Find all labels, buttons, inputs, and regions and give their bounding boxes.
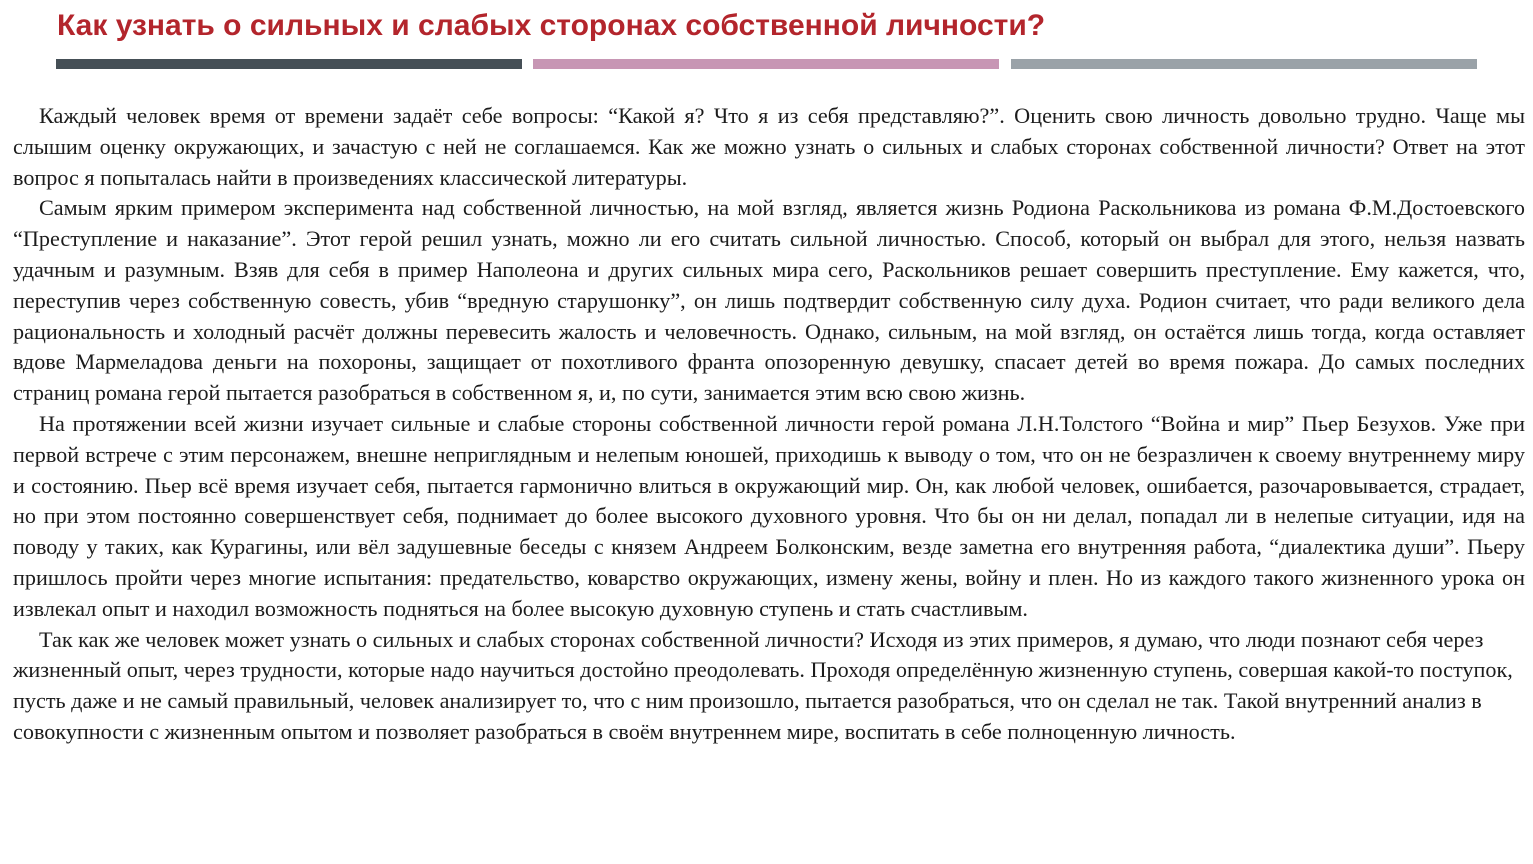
paragraph-intro: Каждый человек время от времени задаёт себе вопросы: “Какой я? Что я из себя представляю?”. Оценить свою личность довольно трудно. Чаще мы слышим оценку окружающих, и зачастую с ней не соглашаемся. Как же можно узнать о сильных и слабых сторонах собственной личности? Ответ на этот вопрос я попыталась найти в произведениях классической литературы. [13,103,1525,190]
paragraph-pierre: На протяжении всей жизни изучает сильные и слабые стороны собственной личности герой романа Л.Н.Толстого “Война и мир” Пьер Безухов. Уже при первой встрече с этим персонажем, внешне неприглядным и нелепым юношей, приходишь к выводу о том, что он не безразличен к своему внутреннему миру и состоянию. Пьер всё время изучает себя, пытается гармонично влиться в окружающий мир. Он, как любой человек, ошибается, разочаровывается, страдает, но при этом постоянно совершенствует себя, поднимает до более высокого духовного уровня. Что бы он ни делал, попадал ли в нелепые ситуации, идя на поводу у таких, как Курагины, или вёл задушевные беседы с князем Андреем Болконским, везде заметна его внутренняя работа, “диалектика души”. Пьеру пришлось пройти через многие испытания: предательство, коварство окружающих, измену жены, войну и плен. Но из каждого такого жизненного урока он извлекал опыт и находил возможность подняться на более высокую духовную ступень и стать счастливым. [13,410,1525,621]
underline-bar-gray [1011,59,1477,69]
paragraph-conclusion: Так как же человек может узнать о сильных и слабых сторонах собственной личности? Исходя из этих примеров, я думаю, что люди познают себя через жизненный опыт, через трудности, которые надо научиться достойно преодолевать. Проходя определённую жизненную ступень, совершая какой-то поступок, пусть даже и не самый правильный, человек анализирует то, что с ним произошло, пытается разобраться, что он сделал не так. Такой внутренний анализ в совокупности с жизненным опытом и позволяет разобраться в своём внутреннем мире, воспитать в себе полноценную личность. [13,626,1513,744]
essay-body [13,101,1525,748]
title-underline-bars [56,59,1477,69]
slide-title: Как узнать о сильных и слабых сторонах собственной личности? [57,9,1046,42]
underline-bar-pink [533,59,999,69]
underline-bar-dark [56,59,522,69]
paragraph-raskolnikov: Самым ярким примером эксперимента над собственной личностью, на мой взгляд, является жизнь Родиона Раскольникова из романа Ф.М.Достоевского “Преступление и наказание”. Этот герой решил узнать, можно ли его считать сильной личностью. Способ, который он выбрал для этого, нельзя назвать удачным и разумным. Взяв для себя в пример Наполеона и других сильных мира сего, Раскольников решает совершить преступление. Ему кажется, что, переступив через собственную совесть, убив “вредную старушонку”, он лишь подтвердит собственную силу духа. Родион считает, что ради великого дела рациональность и холодный расчёт должны перевесить жалость и человечность. Однако, сильным, на мой взгляд, он остаётся лишь тогда, когда оставляет вдове Мармеладова деньги на похороны, защищает от похотливого франта опозоренную девушку, спасает детей во время пожара. До самых последних страниц романа герой пытается разобраться в собственном я, и, по сути, занимается этим всю свою жизнь. [13,195,1525,406]
